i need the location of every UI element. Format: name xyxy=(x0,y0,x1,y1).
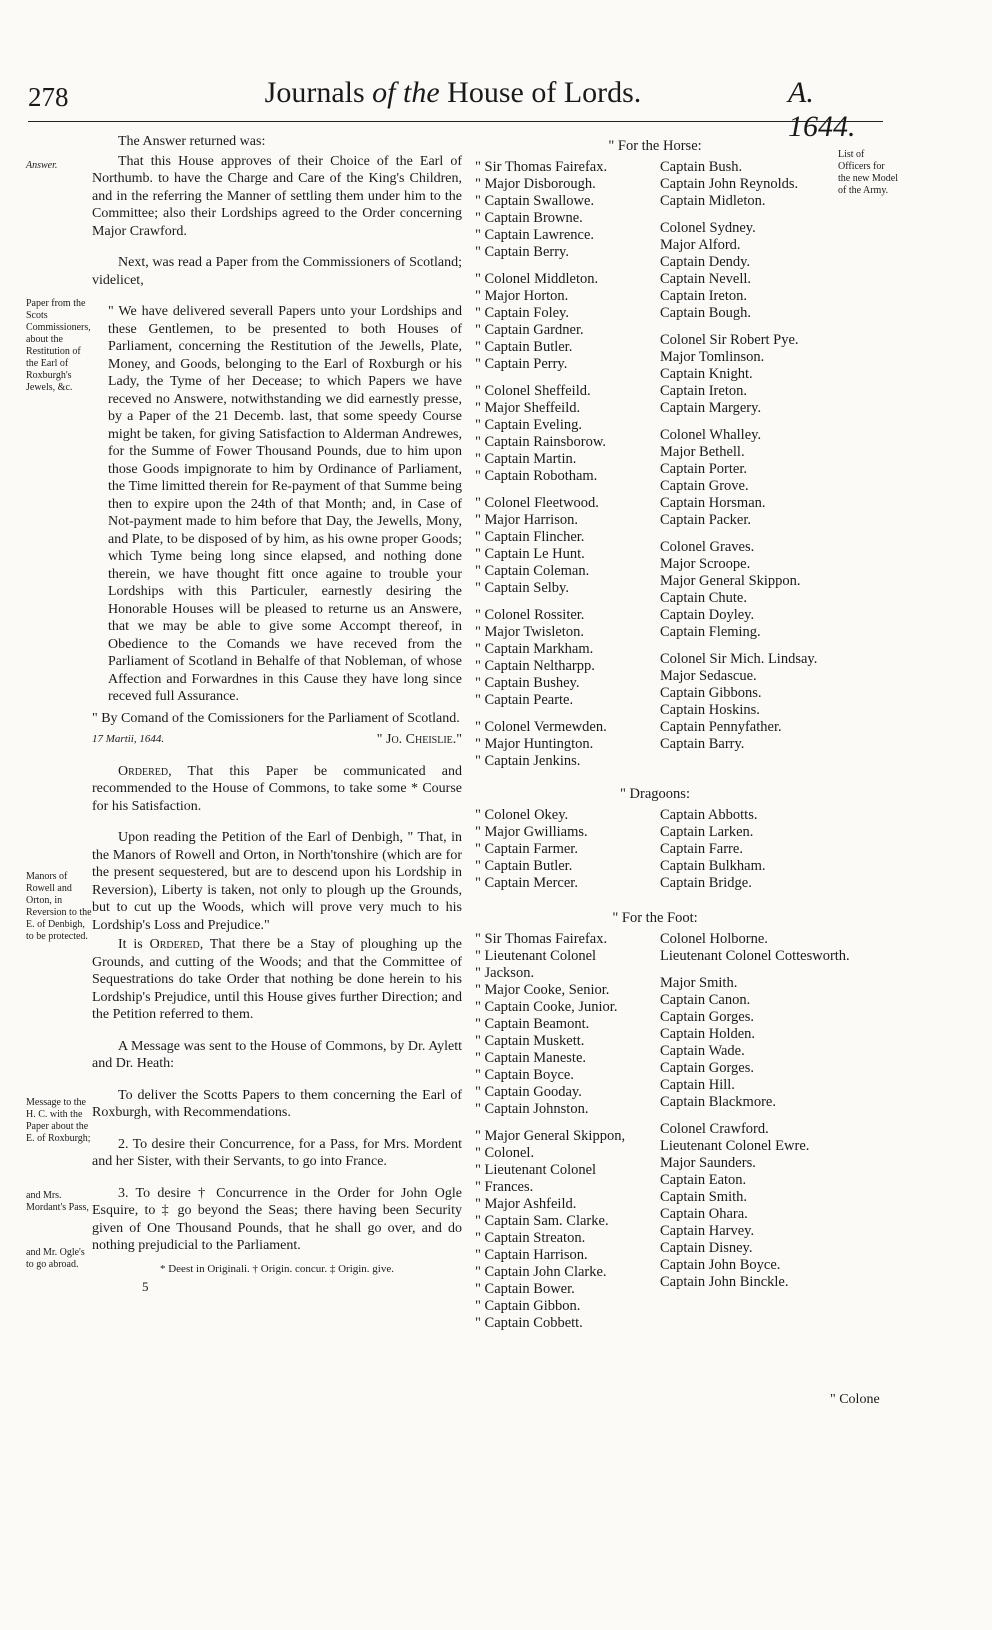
message-paragraph: A Message was sent to the House of Commons, by Dr. Aylett and Dr. Heath: xyxy=(92,1038,462,1071)
officer-entry: Captain Dendy. xyxy=(660,254,751,270)
officer-entry: Major Scroope. xyxy=(660,556,751,572)
roster-gap xyxy=(475,1118,660,1128)
officer-entry: Major General Skippon. xyxy=(660,573,801,589)
officer-entry: Captain Hoskins. xyxy=(660,702,760,718)
officer-entry: " Lieutenant Colonel xyxy=(475,948,597,964)
officer-entry: Captain Knight. xyxy=(660,366,753,382)
officer-entry: Captain John Boyce. xyxy=(660,1257,781,1273)
left-column xyxy=(92,133,462,1296)
officer-entry: Captain Nevell. xyxy=(660,271,752,287)
dragoons-column-2 xyxy=(660,807,835,892)
officer-entry: Major Saunders. xyxy=(660,1155,756,1171)
officer-entry: " Captain Eveling. xyxy=(475,417,582,433)
roster-gap xyxy=(475,485,660,495)
officer-entry: " Captain Perry. xyxy=(475,356,568,372)
footnote: * Deest in Originali. † Origin. concur. ‡ Origin. give. xyxy=(159,1262,394,1275)
officer-entry: Major Bethell. xyxy=(660,444,745,460)
year-label: A. 1644. xyxy=(788,76,856,143)
officer-entry: Captain John Binckle. xyxy=(660,1274,789,1290)
officer-entry: Captain Abbotts. xyxy=(660,807,758,823)
letter-date: 17 Martii, 1644. xyxy=(92,733,165,745)
ordered-paragraph: Ordered, That this Paper be communicated and recommended to the House of Commons, to take some * Course for his Satisfaction. xyxy=(92,763,462,814)
officer-entry: Captain Gorges. xyxy=(660,1009,754,1025)
margin-note-mordant: and Mrs. Mordant's Pass, xyxy=(26,1190,89,1213)
horse-roster xyxy=(475,159,835,770)
roster-gap xyxy=(660,1111,835,1121)
officer-entry: Colonel Graves. xyxy=(660,539,755,555)
officer-entry: " Captain Harrison. xyxy=(475,1247,588,1263)
dragoons-roster xyxy=(475,807,835,892)
officer-entry: " Captain Foley. xyxy=(475,305,569,321)
officer-entry: " Captain Farmer. xyxy=(475,841,578,857)
answer-heading: The Answer returned was: xyxy=(118,134,266,149)
officer-entry: " Captain John Clarke. xyxy=(475,1264,607,1280)
officer-entry: Captain Gibbons. xyxy=(660,685,762,701)
officer-entry: " Captain Pearte. xyxy=(475,692,574,708)
officer-entry: Captain Midleton. xyxy=(660,193,766,209)
officer-entry: Captain Bulkham. xyxy=(660,858,766,874)
foot-heading: " For the Foot: xyxy=(612,910,698,926)
horse-column-2 xyxy=(660,159,835,770)
officer-entry: " Captain Bushey. xyxy=(475,675,580,691)
officer-entry: " Major Cooke, Senior. xyxy=(475,982,610,998)
officer-entry: " Captain Selby. xyxy=(475,580,569,596)
officer-entry: Captain Gorges. xyxy=(660,1060,754,1076)
officer-entry: " Captain Swallowe. xyxy=(475,193,595,209)
officer-entry: Colonel Whalley. xyxy=(660,427,762,443)
officer-entry: " Captain Butler. xyxy=(475,339,573,355)
officer-entry: Captain Canon. xyxy=(660,992,751,1008)
officer-entry: " Captain Gooday. xyxy=(475,1084,582,1100)
officer-entry: Colonel Sydney. xyxy=(660,220,756,236)
roster-gap xyxy=(660,322,835,332)
officer-entry: " Captain Martin. xyxy=(475,451,577,467)
officer-entry: " Major Twisleton. xyxy=(475,624,584,640)
officer-entry: " Captain Neltharpp. xyxy=(475,658,595,674)
officer-entry: Captain Barry. xyxy=(660,736,745,752)
officer-entry: Colonel Crawford. xyxy=(660,1121,769,1137)
foot-roster xyxy=(475,931,850,1332)
officer-entry: Lieutenant Colonel Cottesworth. xyxy=(660,948,850,964)
roster-gap xyxy=(660,641,835,651)
officer-entry: " Captain Markham. xyxy=(475,641,594,657)
journal-title: Journals of the House of Lords. xyxy=(264,76,642,109)
margin-note-paper: Paper from the Scots Commissioners, about the Restitution of the Earl of Roxburgh's Jewels, &c. xyxy=(26,298,91,393)
officer-entry: " Colonel Middleton. xyxy=(475,271,599,287)
roster-gap xyxy=(660,210,835,220)
officer-entry: " Captain Streaton. xyxy=(475,1230,586,1246)
officer-entry: " Captain Browne. xyxy=(475,210,583,226)
officer-entry: " Captain Rainsborow. xyxy=(475,434,607,450)
officer-entry: Major Alford. xyxy=(660,237,741,253)
officer-entry: " Jackson. xyxy=(475,965,535,981)
letter-signer: " Jo. Cheislie." xyxy=(376,732,462,747)
officer-entry: Major Sedascue. xyxy=(660,668,757,684)
officer-entry: " Captain Jenkins. xyxy=(475,753,581,769)
officer-entry: " Captain Cobbett. xyxy=(475,1315,583,1331)
officer-entry: Captain Ireton. xyxy=(660,383,747,399)
officer-entry: " Major Sheffeild. xyxy=(475,400,581,416)
officer-entry: " Captain Flincher. xyxy=(475,529,585,545)
officer-entry: " Colonel Rossiter. xyxy=(475,607,585,623)
officer-entry: Captain Bush. xyxy=(660,159,743,175)
officer-entry: " Captain Coleman. xyxy=(475,563,590,579)
officer-entry: " Colonel Sheffeild. xyxy=(475,383,591,399)
officer-entry: Captain Doyley. xyxy=(660,607,755,623)
officer-entry: " Captain Gardner. xyxy=(475,322,584,338)
officer-entry: Captain Holden. xyxy=(660,1026,756,1042)
officer-entry: " Colonel Okey. xyxy=(475,807,569,823)
margin-note-manors: Manors of Rowell and Orton, in Reversion to the E. of Denbigh, to be protected. xyxy=(26,871,92,942)
page-number: 278 xyxy=(28,82,69,112)
margin-note-officers: List of Officers for the new Model of the Army. xyxy=(838,149,898,196)
officer-entry: Captain Chute. xyxy=(660,590,747,606)
officer-entry: Captain John Reynolds. xyxy=(660,176,799,192)
officer-entry: Captain Larken. xyxy=(660,824,754,840)
officer-entry: " Major Huntington. xyxy=(475,736,594,752)
officer-entry: Captain Grove. xyxy=(660,478,749,494)
officer-entry: " Major Gwilliams. xyxy=(475,824,588,840)
officer-entry: Captain Ohara. xyxy=(660,1206,748,1222)
horse-heading: " For the Horse: xyxy=(608,138,702,154)
officer-entry: " Captain Gibbon. xyxy=(475,1298,581,1314)
officer-entry: " Captain Johnston. xyxy=(475,1101,589,1117)
foot-column-1 xyxy=(475,931,660,1332)
officer-entry: " Colonel Vermewden. xyxy=(475,719,607,735)
officer-entry: Captain Harvey. xyxy=(660,1223,755,1239)
officer-entry: " Colonel Fleetwood. xyxy=(475,495,599,511)
officer-entry: " Captain Maneste. xyxy=(475,1050,587,1066)
officer-entry: Captain Blackmore. xyxy=(660,1094,776,1110)
signature-mark: 5 xyxy=(142,1279,149,1294)
officer-entry: " Major Horton. xyxy=(475,288,569,304)
roster-gap xyxy=(660,417,835,427)
officer-entry: Captain Bridge. xyxy=(660,875,752,891)
answer-paragraph: That this House approves of their Choice of the Earl of Northumb. to have the Charge and Care of the King's Children, and in the referring the Manner of settling them under him to the Committee; also their Lordships agreed to the Order concerning Major Crawford. xyxy=(92,153,462,239)
officer-entry: Captain Packer. xyxy=(660,512,752,528)
dragoons-column-1 xyxy=(475,807,660,892)
deliver-paragraph: To deliver the Scotts Papers to them concerning the Earl of Roxburgh, with Recommendations. xyxy=(92,1087,462,1120)
officer-entry: Captain Ireton. xyxy=(660,288,747,304)
officer-entry: Major Tomlinson. xyxy=(660,349,765,365)
dragoons-heading: " Dragoons: xyxy=(620,786,690,802)
officer-entry: " Captain Beamont. xyxy=(475,1016,590,1032)
officer-entry: " Lieutenant Colonel xyxy=(475,1162,597,1178)
header-rule xyxy=(28,121,883,122)
officer-entry: " Major General Skippon, xyxy=(475,1128,626,1144)
officer-entry: Captain Horsman. xyxy=(660,495,766,511)
scots-letter: " We have delivered severall Papers unto your Lordships and these Gentlemen, to be presented to both Houses of Parliament, concerning the Restitution of the Jewells, Plate, Money, and Goods, belonging to the Earl of Roxburgh or his Lady, the Tyme of her Decease; to which Papers we have receved no Answere, notwithstanding we did earnestly presse, by a Paper of the 21 Decemb. last, that some speedy Course might be taken, for giving Satisfaction to Alderman Andrewes, for the Summe of Fower Thousand Pounds, due to him upon those Goods impignorate to him by Ordinance of Parliament, the Time limitted therein for Re-payment of that Summe being then to expire upon the 24th of that Month; and, in Case of Not-payment made to him before that Day, the Jewells, Mony, and Plate, to be disposed of by him, as his owne proper Goods; which Tyme being long since elapsed, and nothing done therein, we have thought fitt once againe to trouble your Lordships with this Particuler, earnestly desiring the Honorable Houses will be pleased to returne us an Answere, that we may be able to give some Accompt thereof, in Obedience to the Comands we have receved from the Parliament of Scotland in Behalfe of that Nobleman, of whose Affection and Forwardnes in this Cause they have long since receved full Assurance. xyxy=(108,304,462,704)
officer-entry: " Captain Butler. xyxy=(475,858,573,874)
officer-entry: Major Smith. xyxy=(660,975,738,991)
officer-entry: " Captain Berry. xyxy=(475,244,569,260)
catchword: " Colone xyxy=(830,1392,880,1407)
officer-entry: " Colonel. xyxy=(475,1145,535,1161)
horse-column-1 xyxy=(475,159,660,770)
roster-gap xyxy=(475,709,660,719)
item-3-paragraph: 3. To desire † Concurrence in the Order for John Ogle Esquire, to ‡ go beyond the Seas; there having been Security given of One Thousand Pounds, that he shall go over, and do nothing prejudicial to the Parliament. xyxy=(92,1185,462,1253)
officer-entry: Colonel Sir Robert Pye. xyxy=(660,332,799,348)
officer-entry: Captain Porter. xyxy=(660,461,747,477)
officer-entry: " Captain Bower. xyxy=(475,1281,575,1297)
ordered-stay-paragraph: It is Ordered, That there be a Stay of ploughing up the Grounds, and cutting of the Woods; and that the Committee of Sequestrations do take Order that nothing be done herein to his Lordship's Prejudice, until this House gives further Direction; and the Petition referred to them. xyxy=(92,937,463,1022)
officer-entry: Captain Pennyfather. xyxy=(660,719,782,735)
roster-gap xyxy=(475,261,660,271)
foot-column-2 xyxy=(660,931,850,1332)
officer-entry: " Major Ashfeild. xyxy=(475,1196,577,1212)
petition-paragraph: Upon reading the Petition of the Earl of Denbigh, " That, in the Manors of Rowell and Orton, in North'tonshire (which are for the present sequestered, but are to descend upon his Lordship in Reversion), Liberty is taken, not only to plough up the Grounds, but to cut up the Woods, which will prove very much to his Lordship's Loss and Prejudice." xyxy=(92,830,462,933)
officer-entry: Captain Hill. xyxy=(660,1077,735,1093)
officer-entry: Captain Margery. xyxy=(660,400,762,416)
roster-gap xyxy=(475,597,660,607)
roster-gap xyxy=(475,373,660,383)
officer-entry: Colonel Holborne. xyxy=(660,931,768,947)
officer-entry: Colonel Sir Mich. Lindsay. xyxy=(660,651,818,667)
officer-entry: Captain Wade. xyxy=(660,1043,745,1059)
margin-note-answer: Answer. xyxy=(26,160,58,171)
officer-entry: " Captain Sam. Clarke. xyxy=(475,1213,609,1229)
officer-entry: Lieutenant Colonel Ewre. xyxy=(660,1138,810,1154)
officer-entry: " Major Disborough. xyxy=(475,176,596,192)
item-2-paragraph: 2. To desire their Concurrence, for a Pass, for Mrs. Mordent and her Sister, with their Servants, to go into France. xyxy=(92,1136,462,1169)
officer-entry: " Sir Thomas Fairefax. xyxy=(475,159,608,175)
officer-entry: " Captain Boyce. xyxy=(475,1067,574,1083)
date-line xyxy=(92,731,462,749)
officer-entry: " Captain Mercer. xyxy=(475,875,578,891)
officer-entry: " Captain Robotham. xyxy=(475,468,598,484)
officer-entry: " Captain Lawrence. xyxy=(475,227,595,243)
officer-entry: Captain Eaton. xyxy=(660,1172,747,1188)
officer-entry: " Frances. xyxy=(475,1179,534,1195)
officer-list xyxy=(475,138,850,1332)
officer-entry: " Captain Cooke, Junior. xyxy=(475,999,618,1015)
officer-entry: Captain Fleming. xyxy=(660,624,761,640)
roster-gap xyxy=(660,529,835,539)
margin-note-ogle: and Mr. Ogle's to go abroad. xyxy=(26,1247,85,1270)
officer-entry: Captain Farre. xyxy=(660,841,743,857)
officer-entry: " Captain Le Hunt. xyxy=(475,546,585,562)
officer-entry: Captain Bough. xyxy=(660,305,752,321)
next-paragraph: Next, was read a Paper from the Commissioners of Scotland; videlicet, xyxy=(92,255,462,288)
officer-entry: Captain Disney. xyxy=(660,1240,753,1256)
roster-gap xyxy=(660,965,835,975)
officer-entry: Captain Smith. xyxy=(660,1189,747,1205)
officer-entry: " Major Harrison. xyxy=(475,512,578,528)
officer-entry: " Captain Muskett. xyxy=(475,1033,585,1049)
margin-note-message: Message to the H. C. with the Paper about the E. of Roxburgh; xyxy=(26,1097,91,1144)
by-command: " By Comand of the Comissioners for the Parliament of Scotland. xyxy=(92,710,460,726)
officer-entry: " Sir Thomas Fairefax. xyxy=(475,931,608,947)
